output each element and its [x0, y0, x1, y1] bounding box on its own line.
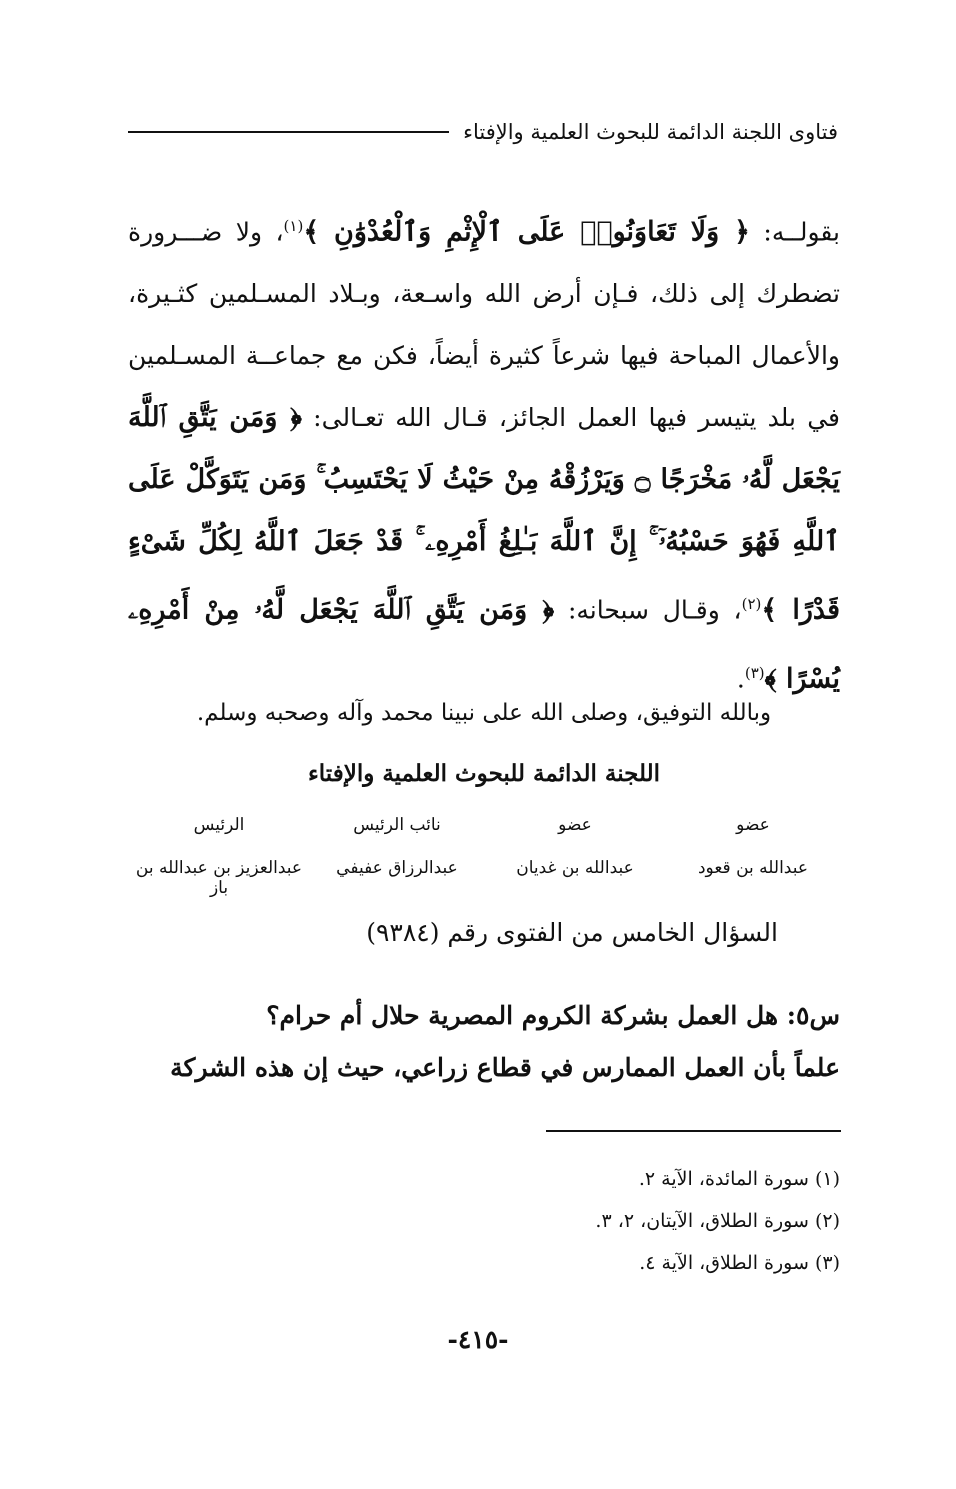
signatory-title: نائب الرئيس	[353, 815, 441, 835]
fatwa-heading: السؤال الخامس من الفتوى رقم (٩٣٨٤)	[366, 918, 778, 947]
running-header	[128, 112, 838, 152]
signatory-title: الرئيس	[193, 815, 245, 835]
question-line: علماً بأن العمل الممارس في قطاع زراعي، حيث إن هذه الشركة	[170, 1053, 840, 1082]
signatory-name: عبدالله بن قعود	[697, 858, 808, 878]
footnote-ref-1: (١)	[283, 217, 304, 235]
closing-line: وبالله التوفيق، وصلى الله على نبينا محمد وآله وصحبه وسلم.	[196, 700, 772, 726]
signatory-titles	[130, 815, 842, 835]
footnote-item: (٢) سورة الطلاق، الآيتان، ٢، ٣.	[595, 1210, 840, 1232]
body-text-4: .	[736, 663, 745, 693]
signatory-title: عضو	[736, 815, 770, 835]
signatory-name: عبدالعزيز بن عبدالله بن باز	[135, 858, 303, 898]
signatory-name: عبدالله بن غديان	[516, 858, 634, 878]
committee-name: اللجنة الدائمة للبحوث العلمية والإفتاء	[307, 760, 661, 787]
body-text-1: بقولــه:	[749, 217, 841, 247]
footnotes	[128, 1158, 840, 1284]
signatory-name: عبدالرزاق عفيفي	[336, 858, 458, 878]
body-text-2: ، ولا ضـــرورة تضطرك إلى ذلك، فـإن أرض الله واسـعة، وبـلاد المسـلمين كثـيرة، والأعمال المباحة فيها شرعاً كثيرة أيضاً، فكن مع جماعــة المسـلمين في بلد يتيسر فيها العمل الجائز، قـال الله تعـالى:	[128, 217, 840, 433]
running-header-title: فتاوى اللجنة الدائمة للبحوث العلمية والإفتاء	[463, 120, 838, 144]
quran-verse-1: ﴿ وَلَا تَعَاوَنُوا۟ عَلَى ٱلْإِثْمِ وَٱلْعُدْوَٰنِ ﴾	[303, 216, 750, 248]
footnote-ref-3: (٣)	[744, 663, 765, 682]
footnote-item: (٣) سورة الطلاق، الآية ٤.	[639, 1252, 840, 1274]
quran-verse-2: ﴿ وَمَن يَتَّقِ ٱللَّهَ يَجْعَل لَّهُۥ مَخْرَجًا ۝ وَيَرْزُقْهُ مِنْ حَيْثُ لَا يَحْتَسِبُ ۚ وَمَن يَتَوَكَّلْ عَلَى ٱللَّهِ فَهُوَ حَسْبُهُۥٓ ۚ إِنَّ ٱللَّهَ بَـٰلِغُ أَمْرِهِۦ ۚ قَدْ جَعَلَ ٱللَّهُ لِكُلِّ شَىْءٍ قَدْرًا ﴾	[128, 402, 841, 626]
question-block	[128, 990, 840, 1094]
footnote-rule	[546, 1130, 841, 1132]
page-number: -٤١٥-	[447, 1325, 509, 1354]
signatory-title: عضو	[558, 815, 592, 835]
quran-verse-3: ﴿ وَمَن يَتَّقِ ٱللَّهَ يَجْعَل لَّهُۥ مِنْ أَمْرِهِۦ يُسْرًا ﴾	[128, 594, 840, 694]
footnote-ref-2: (٢)	[741, 595, 762, 614]
signatory-names	[130, 858, 842, 898]
fatwa-body	[128, 195, 840, 710]
footnote-item: (١) سورة المائدة، الآية ٢.	[638, 1168, 840, 1190]
header-rule	[128, 131, 449, 133]
question-line: س٥: هل العمل بشركة الكروم المصرية حلال أم حرام؟	[266, 1001, 840, 1030]
body-text-3: ، وقـال سبحانه:	[554, 595, 742, 625]
body-paragraph	[128, 195, 840, 710]
